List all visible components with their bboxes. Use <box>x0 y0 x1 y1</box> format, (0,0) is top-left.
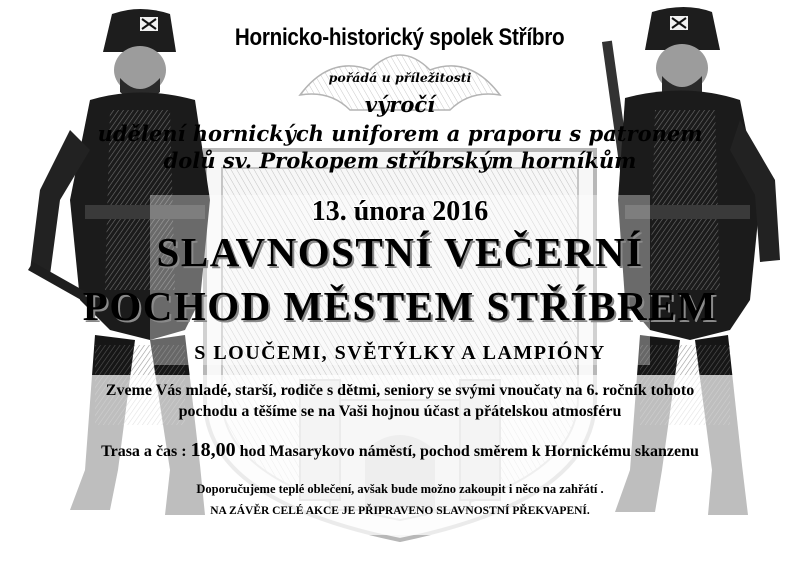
invitation-line-1: Zveme Vás mladé, starší, rodiče s dětmi, seniory se svými vnoučaty na 6. ročník tohoto <box>105 382 695 399</box>
organization-name: Hornicko-historický spolek Stříbro <box>235 24 565 51</box>
event-subtitle: S LOUČEMI, SVĚTÝLKY A LAMPIÓNY <box>194 342 606 364</box>
clothing-recommendation: Doporučujeme teplé oblečení, avšak bude možno zakoupit i něco na zahřátí . <box>196 482 604 496</box>
surprise-note: NA ZÁVĚR CELÉ AKCE JE PŘIPRAVENO SLAVNOSTNÍ PŘEKVAPENÍ. <box>210 505 590 517</box>
occasion-line-2: dolů sv. Prokopem stříbrským horníkům <box>163 148 637 173</box>
occasion-line-1: udělení hornických uniforem a praporu s patronem <box>97 121 703 146</box>
intro-text: pořádá u příležitosti <box>328 70 472 85</box>
invitation-line-2: pochodu a těšíme se na Vaši hojnou účast a přátelskou atmosféru <box>178 403 622 420</box>
route-label: Trasa a čas : <box>101 443 187 460</box>
route-time: 18,00 <box>190 439 236 461</box>
route-and-time <box>0 439 800 462</box>
event-date: 13. února 2016 <box>311 196 489 227</box>
anniversary-heading: výročí <box>364 92 436 117</box>
event-title-line-2: POCHOD MĚSTEM STŘÍBREM <box>82 283 718 329</box>
event-title-line-1: SLAVNOSTNÍ VEČERNÍ <box>156 229 644 275</box>
route-text: hod Masarykovo náměstí, pochod směrem k Hornickému skanzenu <box>239 443 699 460</box>
